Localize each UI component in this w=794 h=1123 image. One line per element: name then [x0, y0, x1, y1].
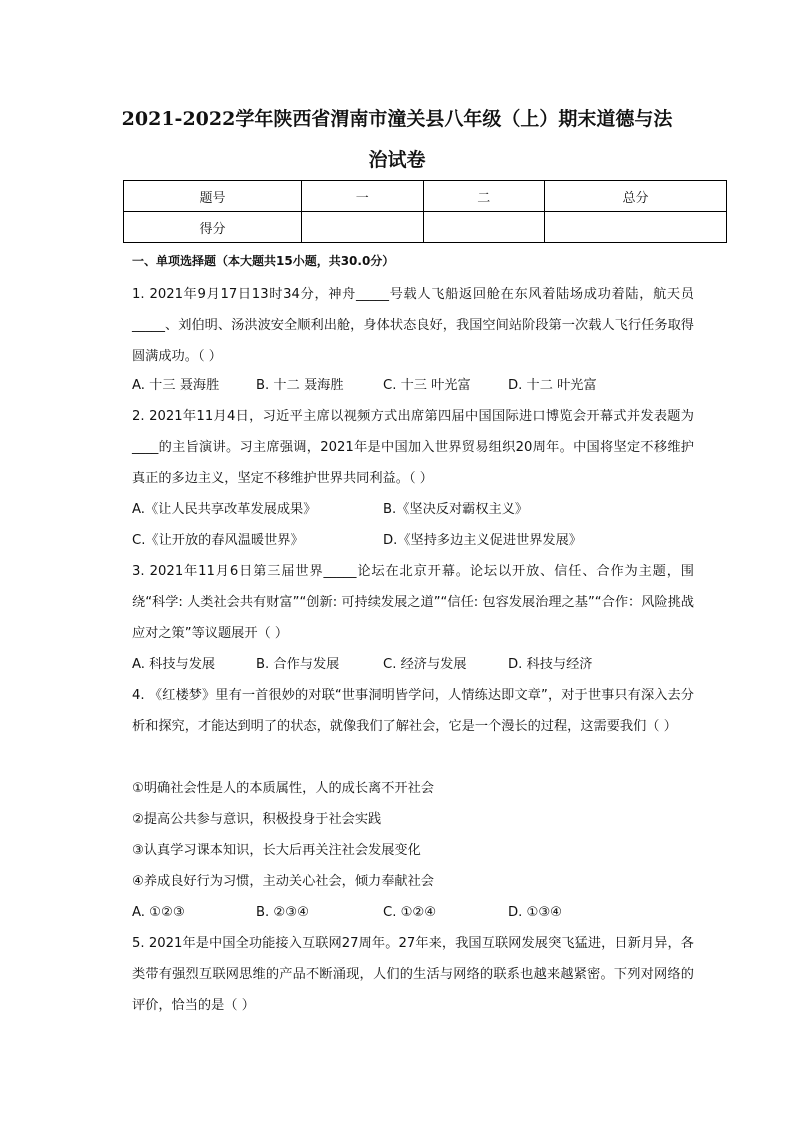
question-4-option-b[interactable]: B. ②③④	[256, 905, 309, 920]
score-table-header-row	[124, 181, 727, 212]
score-table-score-row	[124, 212, 727, 243]
question-2-option-d[interactable]: D.《坚持多边主义促进世界发展》	[383, 533, 582, 548]
header-cell-total: 总分	[544, 181, 726, 212]
question-4-item-1: ①明确社会性是人的本质属性，人的成长离不开社会	[132, 781, 434, 796]
header-cell-part-2: 二	[423, 181, 544, 212]
question-3-option-b[interactable]: B. 合作与发展	[256, 657, 340, 672]
question-2-text: 2. 2021年11月4日，习近平主席以视频方式出席第四届中国国际进口博览会开幕式并发表题为____的主旨演讲。习主席强调，2021年是中国加入世界贸易组织20周年。中国将坚定不移维护真正的多边主义，坚定不移维护世界共同利益。（ ）	[132, 409, 694, 486]
question-3-text: 3. 2021年11月6日第三届世界_____论坛在北京开幕。论坛以开放、信任、合作为主题，围绕“科学: 人类社会共有财富”“创新: 可持续发展之道”“信任: 包容发展治理之基”“合作：风险挑战应对之策”等议题展开（ ）	[132, 564, 694, 641]
question-5-text: 5. 2021年是中国全功能接入互联网27周年。27年来，我国互联网发展突飞猛进，日新月异，各类带有强烈互联网思维的产品不断涌现，人们的生活与网络的联系也越来越紧密。下列对网络的评价，恰当的是（ ）	[132, 936, 694, 1013]
question-1-text: 1. 2021年9月17日13时34分，神舟_____号载人飞船返回舱在东风着陆场成功着陆，航天员_____、刘伯明、汤洪波安全顺利出舱，身体状态良好，我国空间站阶段第一次载人飞行任务取得圆满成功。（ ）	[132, 287, 694, 364]
section-heading-1: 一、单项选择题（本大题共15小题，共30.0分）	[132, 254, 395, 268]
question-3-option-c[interactable]: C. 经济与发展	[383, 657, 467, 672]
score-cell-total[interactable]	[544, 212, 726, 243]
question-2-option-c[interactable]: C.《让开放的春风温暖世界》	[132, 533, 304, 548]
question-1-option-a[interactable]: A. 十三 聂海胜	[132, 378, 220, 393]
question-4-text: 4. 《红楼梦》里有一首很妙的对联“世事洞明皆学问，人情练达即文章”，对于世事只有深入去分析和探究，才能达到明了的状态，就像我们了解社会，它是一个漫长的过程，这需要我们（ ）	[132, 688, 694, 734]
question-3-option-a[interactable]: A. 科技与发展	[132, 657, 216, 672]
header-cell-part-1: 一	[302, 181, 423, 212]
score-cell-part-2[interactable]	[423, 212, 544, 243]
question-1-option-c[interactable]: C. 十三 叶光富	[383, 378, 471, 393]
exam-title-line2: 治试卷	[368, 149, 426, 171]
exam-title-line1: 2021-2022学年陕西省渭南市潼关县八年级（上）期末道德与法	[121, 108, 673, 130]
question-4-option-a[interactable]: A. ①②③	[132, 905, 185, 920]
question-1-option-b[interactable]: B. 十二 聂海胜	[256, 378, 344, 393]
question-2-option-b[interactable]: B.《坚决反对霸权主义》	[383, 502, 529, 517]
header-cell-question-no: 题号	[124, 181, 302, 212]
question-4-option-d[interactable]: D. ①③④	[508, 905, 563, 920]
question-4-item-4: ④养成良好行为习惯，主动关心社会，倾力奉献社会	[132, 874, 434, 889]
question-4-item-2: ②提高公共参与意识，积极投身于社会实践	[132, 812, 382, 827]
question-2-option-a[interactable]: A.《让人民共享改革发展成果》	[132, 502, 317, 517]
question-3-option-d[interactable]: D. 科技与经济	[508, 657, 593, 672]
score-row-label: 得分	[124, 212, 302, 243]
question-4-option-c[interactable]: C. ①②④	[383, 905, 437, 920]
score-table	[123, 180, 727, 243]
question-4-item-3: ③认真学习课本知识，长大后再关注社会发展变化	[132, 843, 421, 858]
question-1-option-d[interactable]: D. 十二 叶光富	[508, 378, 597, 393]
score-cell-part-1[interactable]	[302, 212, 423, 243]
